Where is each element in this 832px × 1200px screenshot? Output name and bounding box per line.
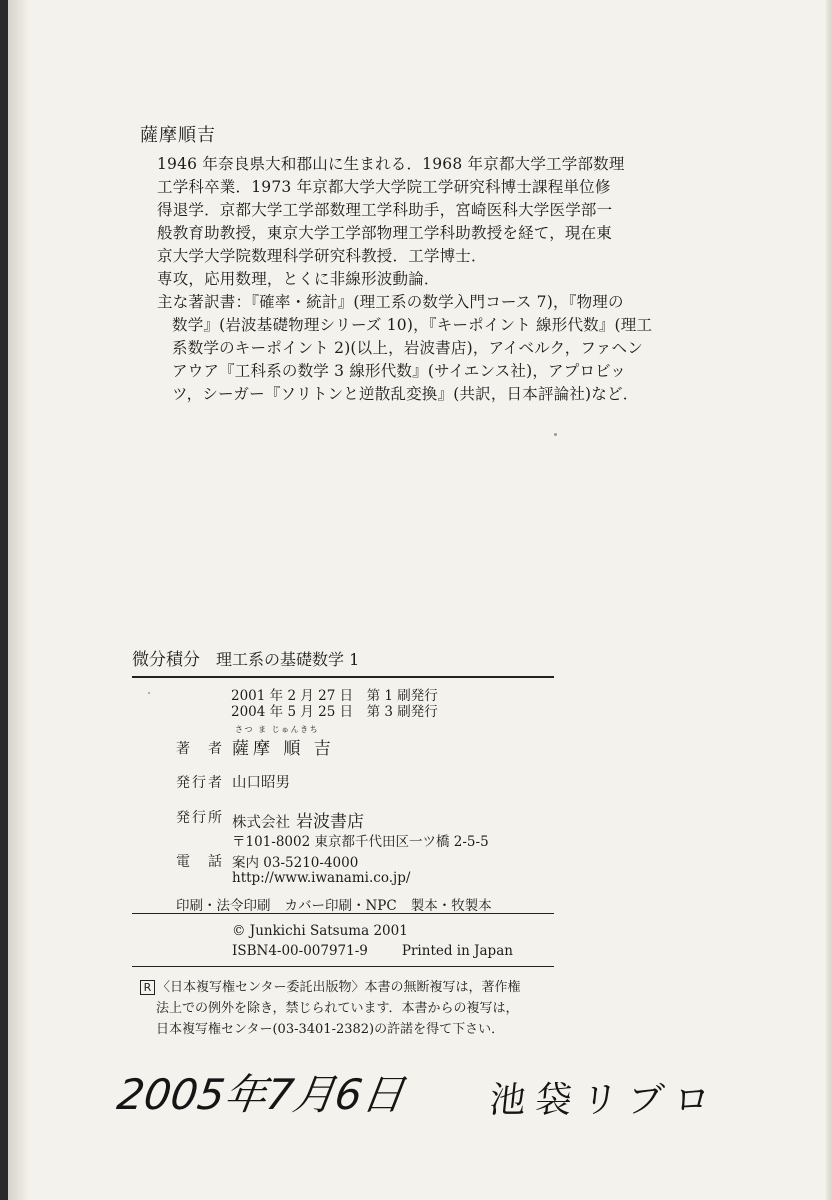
bio-works-line: 数学』(岩波基礎物理シリーズ 10)，『キーポイント 線形代数』(理工 (172, 316, 653, 334)
book-title: 微分積分 (132, 650, 200, 670)
bio-line: 京大学大学院数理科学研究科教授．工学博士． (157, 247, 487, 265)
phone-label: 電 話 (176, 854, 224, 870)
paper-speck (148, 692, 150, 694)
publisher-person-label: 発行者 (176, 775, 224, 791)
publisher-line (232, 807, 364, 832)
bio-works-line: アウア『工科系の数学 3 線形代数』(サイエンス社)，アプロビッ (172, 362, 626, 380)
gutter-shadow (8, 0, 30, 1200)
publisher-url: http://www.iwanami.co.jp/ (232, 870, 411, 886)
copyright-line: © Junkichi Satsuma 2001 (232, 923, 408, 939)
bio-line: 工学科卒業．1973 年京都大学大学院工学研究科博士課程単位修 (157, 178, 611, 196)
bio-line: 得退学．京都大学工学部数理工学科助手，宮崎医科大学医学部一 (157, 201, 613, 219)
divider (132, 676, 554, 678)
phone-number: 案内 03-5210-4000 (232, 855, 359, 871)
author-label: 著 者 (176, 741, 224, 757)
printer-body: 印刷・法令印刷 (176, 898, 271, 914)
edition-line: 2004 年 5 月 25 日 第 3 刷発行 (231, 704, 438, 720)
divider (132, 913, 554, 914)
divider (132, 966, 554, 967)
bio-works-line: ツ，シーガー『ソリトンと逆散乱変換』(共訳，日本評論社)など． (172, 385, 639, 403)
isbn-line (232, 943, 513, 959)
notice-line: 日本複写権センター(03-3401-2382)の許諾を得て下さい． (156, 1022, 505, 1037)
bio-works-line: 系数学のキーポイント 2)(以上，岩波書店)，アイベルク，ファヘン (172, 339, 643, 357)
paper-speck (554, 433, 557, 436)
printers-line (176, 894, 506, 914)
bio-specialty: 専攻，応用数理，とくに非線形波動論． (157, 270, 440, 288)
isbn: ISBN4-00-007971-9 (232, 943, 368, 959)
author-ruby: さつ ま じゅんきち (235, 725, 320, 734)
handwritten-date: 2005年7月6日 (114, 1070, 408, 1119)
bio-works-line: 主な著訳書：『確率・統計』(理工系の数学入門コース 7)，『物理の (157, 293, 624, 311)
book-series: 理工系の基礎数学 1 (216, 650, 360, 669)
publisher-address: 〒101-8002 東京都千代田区一ツ橋 2-5-5 (232, 834, 489, 850)
publisher-person: 山口昭男 (232, 775, 290, 791)
bio-line: 1946 年奈良県大和郡山に生まれる．1968 年京都大学工学部数理 (157, 155, 625, 173)
book-spine-edge (0, 0, 8, 1200)
printer-cover: カバー印刷・NPC (284, 898, 397, 914)
notice-text: 〈日本複写権センター委託出版物〉本書の無断複写は，著作権 (157, 980, 521, 995)
handwritten-store: 池袋リブロ (487, 1080, 722, 1121)
registered-mark-icon: R (140, 980, 155, 995)
page-edge (826, 0, 832, 1200)
notice-line (140, 976, 520, 995)
publisher-label: 発行所 (176, 810, 224, 826)
publisher-name: 岩波書店 (296, 812, 364, 832)
book-title-line (132, 645, 359, 670)
binder: 製本・牧製本 (410, 898, 492, 914)
bio-author-name: 薩摩順吉 (140, 125, 216, 146)
publisher-prefix: 株式会社 (232, 815, 290, 831)
printed-in: Printed in Japan (401, 943, 513, 959)
author-name: 薩摩 順 吉 (232, 739, 335, 759)
bio-line: 般教育助教授，東京大学工学部物理工学科助教授を経て，現在東 (157, 224, 612, 242)
notice-line: 法上での例外を除き，禁じられています．本書からの複写は， (156, 1001, 519, 1016)
edition-line: 2001 年 2 月 27 日 第 1 刷発行 (231, 688, 438, 704)
